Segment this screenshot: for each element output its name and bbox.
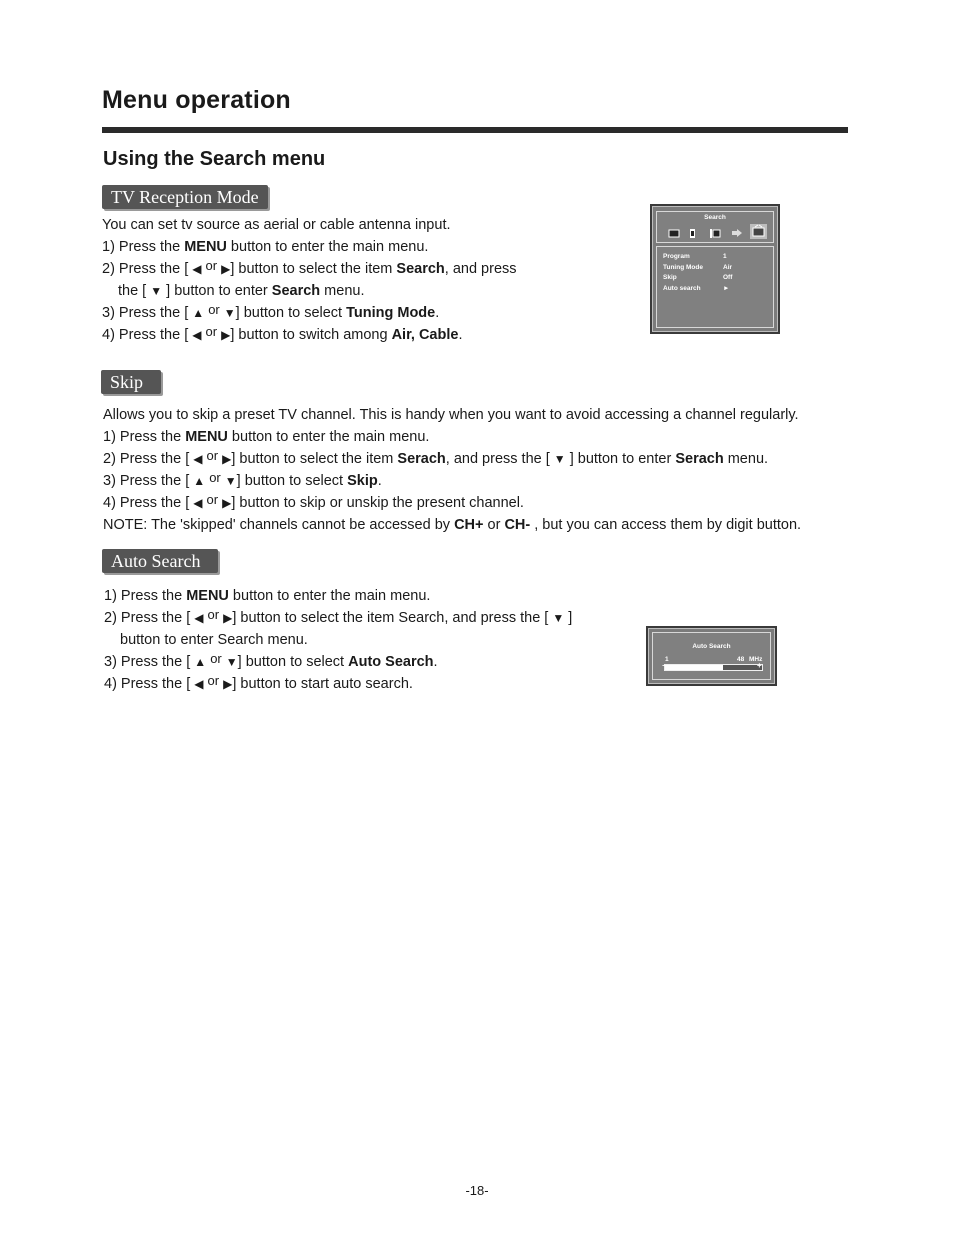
search-menu-header <box>656 211 774 243</box>
text: 1) Press the <box>102 239 185 255</box>
down-arrow-icon: ▼ <box>223 306 236 320</box>
search-row-value: Off <box>723 274 733 281</box>
search-keyword: Search <box>396 261 445 277</box>
text: 2) Press the [ <box>104 610 195 626</box>
down-arrow-icon: ▼ <box>224 474 237 488</box>
text: . <box>433 654 438 670</box>
auto-step-2 <box>104 607 572 629</box>
search-row-value: 1 <box>723 253 727 260</box>
text: 1) Press the <box>103 429 186 445</box>
right-arrow-icon: ▶ <box>223 611 233 625</box>
skip-step-1 <box>103 426 801 448</box>
left-arrow-icon: ◀ <box>192 262 202 276</box>
text: button to enter the main menu. <box>226 239 429 255</box>
text: 3) Press the [ <box>103 473 194 489</box>
tv-step-2 <box>102 258 517 280</box>
up-arrow-icon: ▲ <box>192 306 205 320</box>
text: 4) Press the [ <box>103 495 194 511</box>
section-title: Using the Search menu <box>103 148 326 170</box>
down-arrow-icon: ▼ <box>553 452 566 466</box>
text: ] button to skip or unskip the present channel. <box>231 495 524 511</box>
left-arrow-icon: ◀ <box>194 611 204 625</box>
title-rule <box>102 127 848 133</box>
search-row-value: Air <box>723 264 733 271</box>
auto-step-1 <box>104 585 572 607</box>
or-text: or <box>206 492 219 507</box>
tv-reception-intro: You can set tv source as aerial or cable antenna input. <box>102 217 451 233</box>
text: ] button to select <box>236 473 348 489</box>
tv-reception-instructions <box>102 214 517 346</box>
search-menu-title: Search <box>704 214 726 221</box>
tv-step-2b <box>102 280 517 302</box>
auto-search-keyword: Auto Search <box>348 654 434 670</box>
auto-step-4 <box>104 673 572 695</box>
text: , and press the [ <box>445 451 554 467</box>
text: 3) Press the [ <box>104 654 195 670</box>
text: 4) Press the [ <box>102 327 193 343</box>
search-menu-body <box>656 246 774 328</box>
search-row-label: Skip <box>663 274 677 281</box>
text: ] button to start auto search. <box>232 676 413 692</box>
tv-step-1 <box>102 236 517 258</box>
skip-step-3 <box>103 470 801 492</box>
menu-keyword: MENU <box>184 239 227 255</box>
right-arrow-icon: ▶ <box>222 452 232 466</box>
auto-search-screen <box>646 626 777 686</box>
right-arrow-icon: ▶ <box>222 496 232 510</box>
left-arrow-icon: ◀ <box>193 496 203 510</box>
text: . <box>458 327 463 343</box>
page-title: Menu operation <box>102 86 291 114</box>
text: 2) Press the [ <box>102 261 193 277</box>
text: ] button to select the item Search, and press the [ <box>232 610 553 626</box>
picture-icon <box>668 226 681 237</box>
setup-icon <box>709 226 722 237</box>
skip-intro: Allows you to skip a preset TV channel. This is handy when you want to avoid accessing a channel regularly. <box>103 407 799 423</box>
down-arrow-icon: ▼ <box>552 611 565 625</box>
minus-icon: − <box>662 661 667 670</box>
text: ] button to select the item <box>230 261 397 277</box>
search-row-value: ► <box>723 285 730 292</box>
or-text: or <box>207 673 220 688</box>
skip-badge: Skip <box>101 370 161 394</box>
auto-search-progress-fill <box>665 665 723 670</box>
up-arrow-icon: ▲ <box>193 474 206 488</box>
skip-step-4 <box>103 492 801 514</box>
right-arrow-icon: ▶ <box>221 262 231 276</box>
auto-search-start: 1 <box>665 656 669 663</box>
text: menu. <box>320 283 365 299</box>
skip-step-2 <box>103 448 801 470</box>
tv-step-3 <box>102 302 517 324</box>
text: 1) Press the <box>104 588 187 604</box>
text: ] <box>564 610 573 626</box>
text: the [ <box>118 283 151 299</box>
auto-search-instructions <box>104 585 572 695</box>
search-row-label: Tuning Mode <box>663 264 703 271</box>
or-text: or <box>205 324 218 339</box>
auto-search-title: Auto Search <box>692 643 731 650</box>
text: ] button to select the item <box>231 451 398 467</box>
text: or <box>483 517 505 533</box>
text: . <box>377 473 382 489</box>
plus-icon: + <box>757 661 762 670</box>
down-arrow-icon: ▼ <box>225 655 238 669</box>
skip-instructions <box>103 404 801 536</box>
serach-keyword: Serach <box>675 451 724 467</box>
or-text: or <box>209 470 221 485</box>
text: , and press <box>444 261 517 277</box>
tv-step-4 <box>102 324 517 346</box>
left-arrow-icon: ◀ <box>192 328 202 342</box>
skip-keyword: Skip <box>347 473 378 489</box>
tv-reception-badge: TV Reception Mode <box>102 185 268 209</box>
tuning-mode-keyword: Tuning Mode <box>346 305 436 321</box>
auto-step-3 <box>104 651 572 673</box>
ch-plus-keyword: CH+ <box>454 517 484 533</box>
text: 3) Press the [ <box>102 305 193 321</box>
left-arrow-icon: ◀ <box>193 452 203 466</box>
text: ] button to enter <box>162 283 272 299</box>
text: 2) Press the [ <box>103 451 194 467</box>
auto-step-2b: button to enter Search menu. <box>120 632 308 648</box>
menu-keyword: MENU <box>186 588 229 604</box>
left-arrow-icon: ◀ <box>194 677 204 691</box>
page-number: -18- <box>465 1183 489 1198</box>
or-text: or <box>210 651 222 666</box>
search-keyword: Search <box>271 283 321 299</box>
ch-minus-keyword: CH- <box>504 517 531 533</box>
menu-keyword: MENU <box>185 429 228 445</box>
text: , but you can access them by digit button. <box>530 517 802 533</box>
text: ] button to select <box>237 654 349 670</box>
up-arrow-icon: ▲ <box>194 655 207 669</box>
right-arrow-icon: ▶ <box>223 677 233 691</box>
air-cable-keyword: Air, Cable <box>391 327 459 343</box>
sound-icon <box>687 226 700 237</box>
skip-note <box>103 514 801 536</box>
search-tab-icon <box>750 224 767 239</box>
text: button to enter the main menu. <box>228 588 431 604</box>
text: 4) Press the [ <box>104 676 195 692</box>
or-text: or <box>205 258 218 273</box>
or-text: or <box>208 302 220 317</box>
down-arrow-icon: ▼ <box>150 284 163 298</box>
auto-search-frequency: 48 <box>737 656 745 663</box>
or-text: or <box>207 607 220 622</box>
text: NOTE: The 'skipped' channels cannot be accessed by <box>103 517 455 533</box>
option-icon <box>731 226 744 237</box>
text: ] button to switch among <box>230 327 392 343</box>
text: . <box>435 305 440 321</box>
search-menu-screen <box>650 204 780 334</box>
auto-search-unit: MHz <box>749 656 763 663</box>
auto-search-badge: Auto Search <box>102 549 218 573</box>
right-arrow-icon: ▶ <box>221 328 231 342</box>
search-row-label: Program <box>663 253 690 260</box>
auto-search-progress-track <box>664 664 763 671</box>
text: ] button to select <box>235 305 347 321</box>
text: button to enter the main menu. <box>227 429 430 445</box>
or-text: or <box>206 448 219 463</box>
auto-search-body <box>652 632 771 680</box>
serach-keyword: Serach <box>397 451 446 467</box>
text: ] button to enter <box>565 451 676 467</box>
text: menu. <box>723 451 769 467</box>
search-row-label: Auto search <box>663 285 701 292</box>
